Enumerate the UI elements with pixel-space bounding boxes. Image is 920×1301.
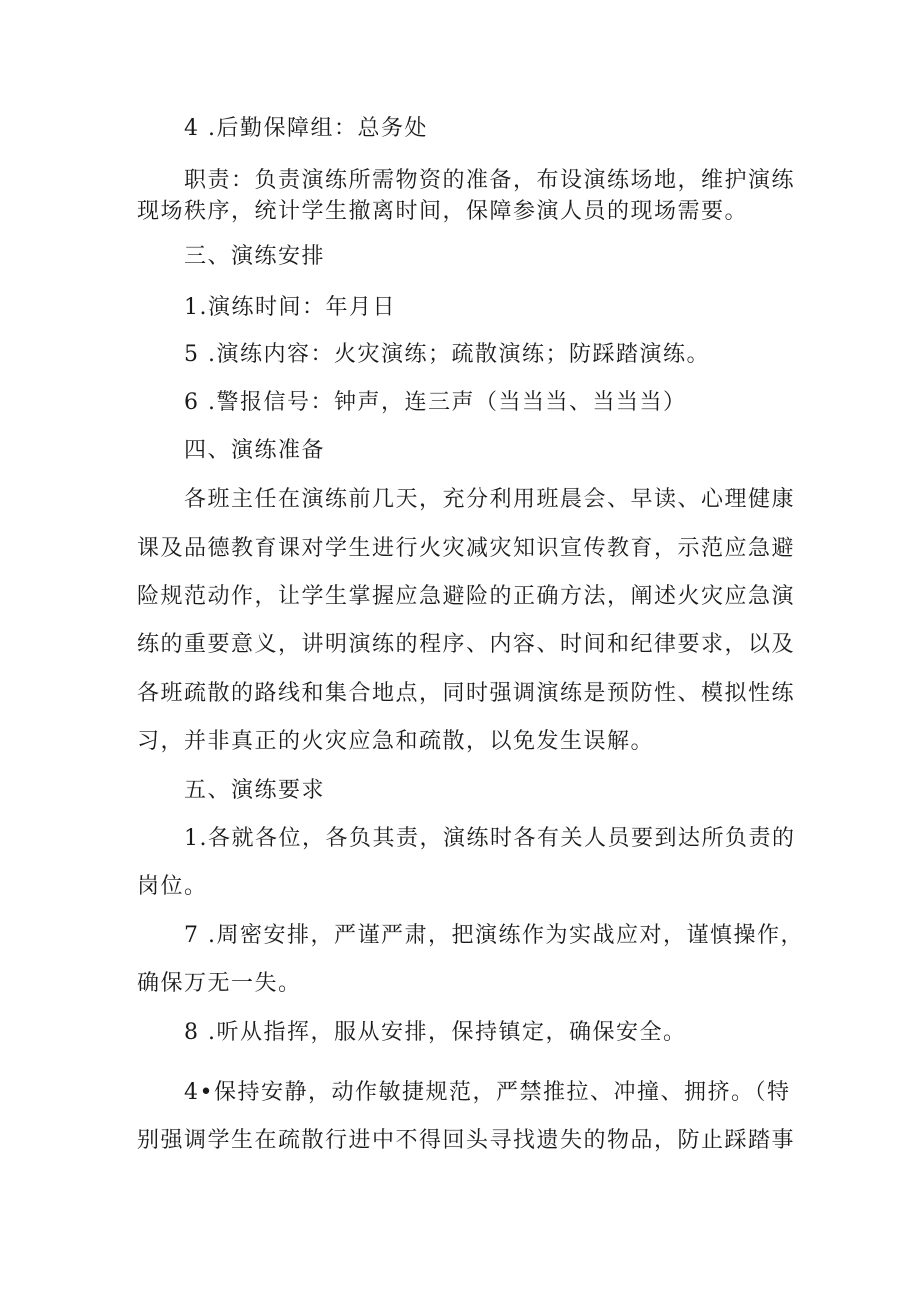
list-item: 4•保持安静，动作敏捷规范，严禁推拉、冲撞、拥挤。（特 (184, 1080, 791, 1105)
section-heading-arrangement: 三、演练安排 (184, 244, 326, 269)
paragraph-line: 险规范动作，让学生掌握应急避险的正确方法，阐述火灾应急演 (137, 584, 796, 609)
paragraph-line: 岗位。 (137, 874, 208, 899)
paragraph-line: 练的重要意义，讲明演练的程序、内容、时间和纪律要求，以及 (137, 632, 796, 657)
section-heading-requirements: 五、演练要求 (184, 778, 326, 803)
list-item: 6 .警报信号：钟声，连三声（当当当、当当当） (184, 390, 687, 415)
list-item: 5 .演练内容：火灾演练；疏散演练；防踩踏演练。 (184, 342, 710, 367)
list-item: 1.演练时间：年月日 (184, 295, 396, 320)
paragraph-line: 职责：负责演练所需物资的准备，布设演练场地，维护演练 (184, 168, 796, 193)
paragraph-line: 各班疏散的路线和集合地点，同时强调演练是预防性、模拟性练 (137, 681, 796, 706)
paragraph-line: 习，并非真正的火灾应急和疏散，以免发生误解。 (137, 729, 655, 754)
section-heading-preparation: 四、演练准备 (184, 438, 326, 463)
paragraph-line: 各班主任在演练前几天，充分利用班晨会、早读、心理健康 (184, 487, 796, 512)
paragraph-line: 课及品德教育课对学生进行火灾减灾知识宣传教育，示范应急避 (137, 536, 796, 561)
list-item: 8 .听从指挥，服从安排，保持镇定，确保安全。 (184, 1020, 687, 1045)
section-item-logistics: 4 .后勤保障组：总务处 (184, 116, 428, 141)
paragraph-line: 确保万无一失。 (137, 971, 302, 996)
paragraph-line: 别强调学生在疏散行进中不得回头寻找遗失的物品，防止踩踏事 (137, 1128, 796, 1153)
list-item: 1.各就各位，各负其责，演练时各有关人员要到达所负责的 (184, 826, 796, 851)
paragraph-line: 现场秩序，统计学生撤离时间，保障参演人员的现场需要。 (137, 199, 749, 224)
list-item: 7 .周密安排，严谨严肃，把演练作为实战应对，谨慎操作， (184, 923, 804, 948)
